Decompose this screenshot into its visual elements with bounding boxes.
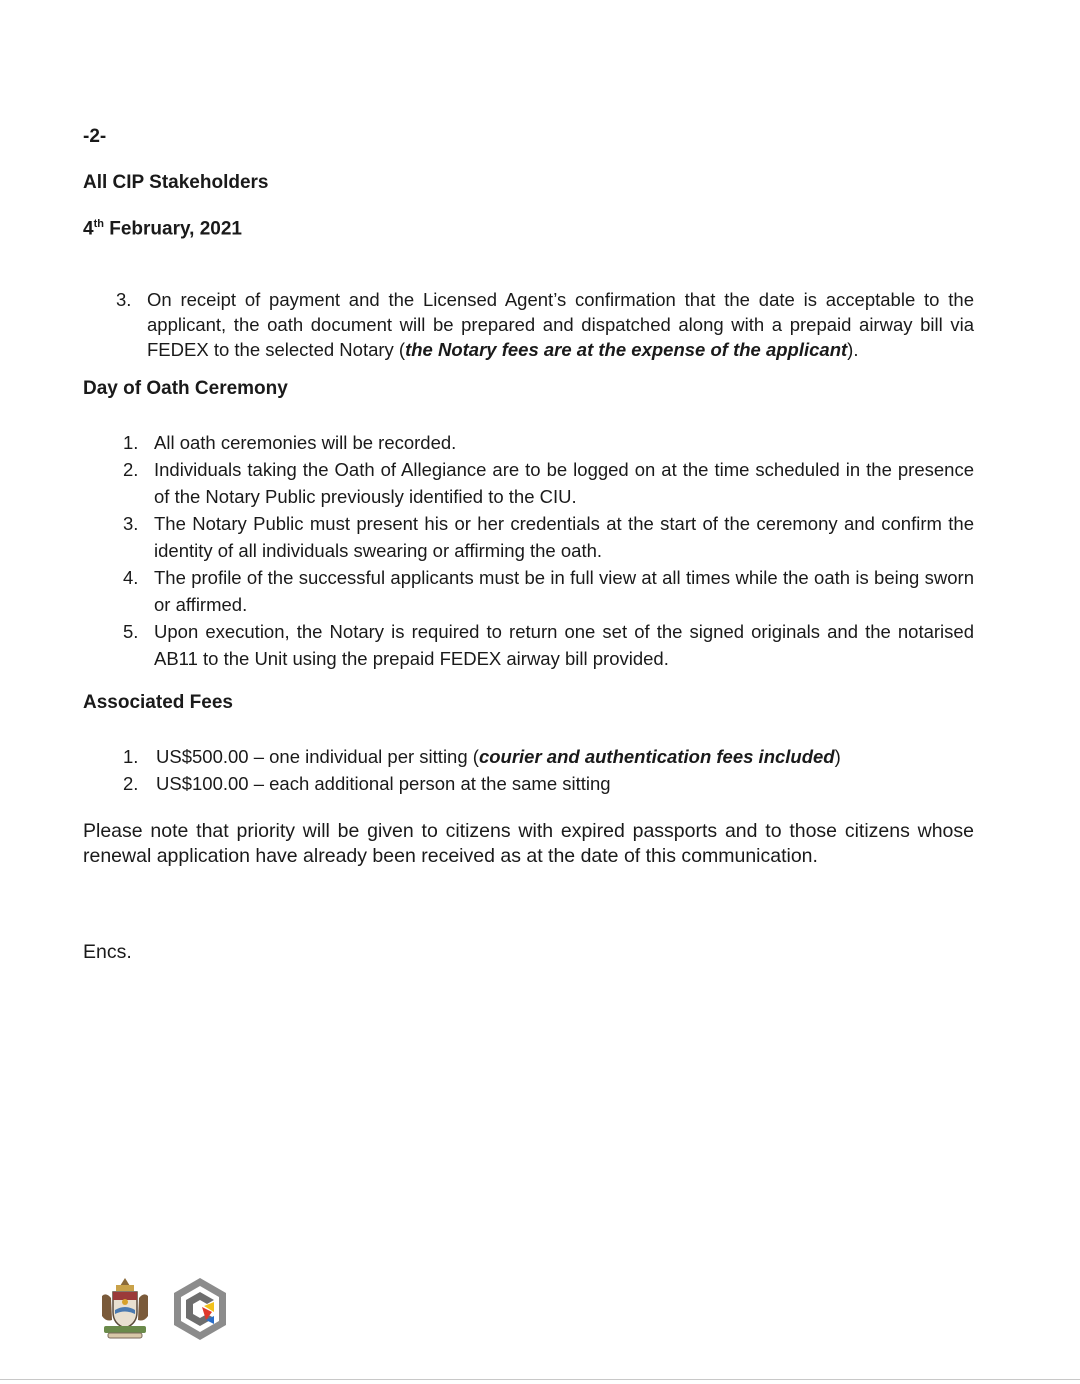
list-text: The profile of the successful applicants must be in full view at all times while the oath is being sworn or affirmed.	[154, 567, 974, 615]
list-text	[123, 743, 974, 770]
oath-section-heading: Day of Oath Ceremony	[83, 378, 288, 399]
ciu-logo	[170, 1276, 230, 1342]
list-number: 2.	[123, 773, 139, 794]
list-text	[116, 287, 974, 362]
list-text: US$100.00 – each additional person at the same sitting	[156, 773, 611, 794]
list-item	[123, 456, 974, 510]
list-item	[123, 429, 974, 456]
date-suffix: th	[93, 218, 104, 230]
priority-note: Please note that priority will be given to citizens with expired passports and to those citizens whose renewal application have already been received as at the date of this communication.	[83, 820, 974, 867]
text-segment: On receipt of payment and the Licensed Agent’s confirmation that the date is acceptable to the applicant, the oath document will be prepared and dispatched along with a prepaid airway bill via FEDEX to the selected Notary (	[147, 289, 974, 360]
list-item	[123, 770, 974, 797]
enclosures-label: Encs.	[83, 941, 132, 963]
list-item	[123, 564, 974, 618]
list-number: 1.	[123, 746, 139, 767]
text-segment: )	[834, 746, 841, 767]
emphasis-text: courier and authentication fees included	[478, 746, 835, 767]
text-segment: ).	[847, 339, 859, 360]
list-number: 5.	[123, 621, 139, 642]
date-day: 4	[83, 218, 94, 240]
list-text: The Notary Public must present his or her credentials at the start of the ceremony and confirm the identity of all individuals swearing or affirming the oath.	[154, 513, 974, 561]
emphasis-text: the Notary fees are at the expense of the applicant	[405, 339, 848, 360]
intro-list-item	[116, 287, 974, 362]
list-text: All oath ceremonies will be recorded.	[154, 432, 457, 453]
page-number: -2-	[83, 126, 107, 147]
coat-of-arms-icon	[96, 1276, 154, 1340]
fees-list	[123, 743, 974, 797]
list-number: 4.	[123, 567, 139, 588]
list-number: 2.	[123, 459, 139, 480]
list-text: Individuals taking the Oath of Allegiance are to be logged on at the time scheduled in the presence of the Notary Public previously identified to the CIU.	[154, 459, 974, 507]
fees-section-heading: Associated Fees	[83, 692, 233, 713]
list-number: 1.	[123, 432, 139, 453]
recipient-line: All CIP Stakeholders	[83, 172, 269, 193]
ciu-logo-icon	[170, 1276, 230, 1342]
letter-date	[83, 218, 242, 240]
list-number: 3.	[123, 513, 139, 534]
date-rest: February, 2021	[103, 218, 242, 240]
text-segment: US$500.00 – one individual per sitting (	[156, 746, 479, 767]
list-item	[123, 618, 974, 672]
coat-of-arms-logo	[96, 1276, 154, 1340]
list-text: Upon execution, the Notary is required to return one set of the signed originals and the notarised AB11 to the Unit using the prepaid FEDEX airway bill provided.	[154, 621, 974, 669]
bottom-divider	[0, 1379, 1080, 1380]
list-item	[123, 510, 974, 564]
list-item	[123, 743, 974, 770]
oath-list	[123, 429, 974, 672]
list-number: 3.	[116, 289, 132, 310]
